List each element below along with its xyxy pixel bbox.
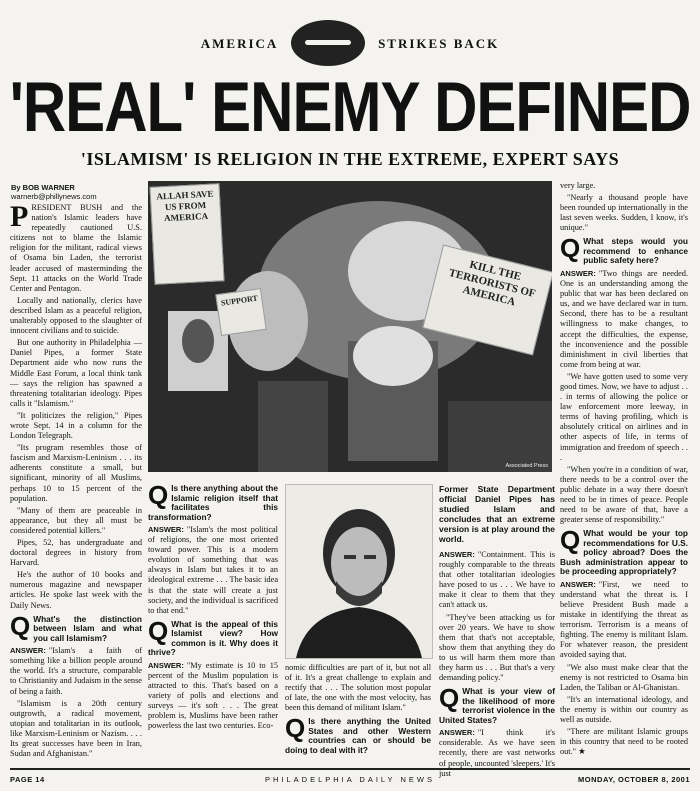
paragraph: "Its program resembles those of fascism and Marxism-Leninism . . . its adherents constitute a small, but significant, minority of all Muslims, perhaps 10 to 15 percent of the population.	[10, 443, 142, 503]
answer-text: "First, we need to understand what the threat is. I believe President Bush made a mistake in identifying the threat as terrorism. Terrorism is a means of fighting. The enemy is militant Islam. For whatever reason, the president avoided saying that.	[560, 579, 688, 660]
answer-text: "Islam's a faith of something like a billion people around the world. It's a structure, comparable to Christianity and Judaism in the sense of being a faith.	[10, 646, 142, 696]
article-column-3	[285, 663, 431, 758]
question: Q What steps would you recommend to enhance public safety here?	[560, 233, 688, 266]
page-footer	[10, 768, 690, 784]
paragraph: "It's an international ideology, and the enemy is within our country as well as outside.	[560, 694, 688, 725]
paragraph: "Islamism is a 20th century outgrowth, a radical movement, utopian and totalitarian in its outlook, like Marxism-Leninism or Nazism. . . . Its great successes have been in Iran, Sudan and Afghanistan."	[10, 698, 142, 759]
answer-label: ANSWER:	[148, 525, 184, 534]
lead-paragraph: RESIDENT BUSH and the nation's Islamic leaders have repeatedly cautioned U.S. citizens not to blame the Islamic religion for the militant, radical views of Osama bin Laden, the terrorist leader accused of masterminding the Sept. 11 attacks on the World Trade Center and Pentagon.	[10, 203, 142, 293]
question: Q What is the appeal of this Islamist view? How common is it. Why does it thrive?	[148, 615, 278, 658]
q-marker-icon: Q	[148, 480, 169, 510]
kicker-left: AMERICA	[200, 35, 278, 51]
page-number: PAGE 14	[10, 775, 45, 784]
portrait-image	[286, 485, 432, 658]
answer-label: ANSWER:	[439, 728, 475, 738]
byline	[11, 183, 97, 201]
answer-text: "I think it's considerable. As we have seen recently, there are vast networks of people, uncounted 'sleepers.' It's just	[439, 728, 555, 778]
question: Q What's the distinction between Islam and what you call Islamism?	[10, 610, 142, 643]
byline-email: warnerb@phillynews.com	[11, 192, 97, 201]
question: Q Is there anything about the Islamic religion itself that facilitates this transformation?	[148, 480, 278, 522]
paragraph: "When you're in a condition of war, there needs to be a control over the public debate in a way there doesn't need to be in times of peace. People need to be aware of that, have a greater sense of responsibility."	[560, 464, 688, 525]
protest-photo	[148, 181, 552, 472]
paragraph: "They've been attacking us for over 20 years. We have to show them that that's not acceptable, show them that anything they do to us will harm them more than they harm us . . . But that's a very demanding policy."	[439, 612, 555, 683]
question: Q What would be your top recommendations for U.S. policy abroad? Does the Bush administration appear to be proceeding appropriately?	[560, 525, 688, 577]
answer-label: ANSWER:	[560, 268, 596, 278]
subheadline: 'ISLAMISM' IS RELIGION IN THE EXTREME, EXPERT SAYS	[80, 149, 620, 169]
answer-text: "My estimate is 10 to 15 percent of the Muslim population is attracted to this. That's based on a variety of polls and elections and surveys — it's soft . . . The great problem is, Muslims have been rather powerless the last two centuries. Eco-	[148, 660, 278, 731]
photo-caption: Former State Department official Daniel Pipes has studied Islam and concludes that an extreme version is at play around the world.	[439, 484, 555, 544]
q-marker-icon: Q	[10, 610, 31, 641]
issue-date: MONDAY, OCTOBER 8, 2001	[578, 775, 690, 784]
paragraph: "Many of them are peaceable in appearance, but they all must be considered potential killers."	[10, 505, 142, 535]
article-column-1	[10, 200, 142, 761]
paragraph: "Nearly a thousand people have been rounded up internationally in the last seven weeks. Sudden, I know, it's unique."	[560, 193, 688, 233]
kicker-right: STRIKES BACK	[378, 35, 500, 51]
paragraph: Pipes, 52, has undergraduate and doctoral degrees in history from Harvard.	[10, 538, 142, 568]
question: Q Is there anything the United States and other Western countries can or should be doing to deal with it?	[285, 713, 431, 755]
answer-label: ANSWER:	[560, 579, 596, 589]
protest-sign: SUPPORT	[215, 288, 266, 336]
drop-cap: P	[10, 200, 29, 233]
paragraph: He's the author of 10 books and numerous magazine and newspaper articles. He spoke last week with the Daily News.	[10, 570, 142, 610]
paragraph: "There are militant Islamic groups in this country that need to be rooted out." ★	[560, 727, 688, 757]
protest-sign: ALLAH SAVE US FROM AMERICA	[149, 183, 224, 285]
answer-label: ANSWER:	[439, 550, 475, 559]
answer-text: "Containment. This is roughly comparable to the threats that other totalitarian ideologies have posed to us . . . We have to make it clear to them that they can't attack us.	[439, 550, 555, 610]
protest-sign: KILL THE TERRORISTS OF AMERICA	[422, 244, 552, 355]
question: Q What is your view of the likelihood of more terrorist violence in the United States?	[439, 683, 555, 725]
answer-label: ANSWER:	[148, 660, 184, 670]
photo-credit: Associated Press	[505, 463, 548, 469]
q-marker-icon: Q	[148, 615, 169, 646]
q-marker-icon: Q	[560, 233, 581, 264]
paragraph: nomic difficulties are part of it, but not all of it. It's a great challenge to explain and rectify that . . . The solution most popular of late, the one with the most velocity, has been this demand of militant Islam."	[285, 663, 431, 713]
answer-text: "Islam's the most political of religions, the one most oriented toward power. This is a modern evolution of something that was always in Islam but takes it to an ideological extreme . . . The basic idea is that the state will create a just society, and the individual is sacrificed to that end."	[148, 525, 278, 615]
answer-text: "Two things are needed. One is an understanding among the public that war has been declared on us, and we have declared war in turn. Second, there has to be a resultant willingness to make changes, to accept the difficulties, the expense, the inconvenience and the possible diminishment in civil liberties that come from being at war.	[560, 268, 688, 369]
article-column-5	[560, 181, 688, 759]
eagle-logo-icon	[291, 20, 365, 66]
q-marker-icon: Q	[285, 713, 306, 744]
q-marker-icon: Q	[560, 525, 581, 556]
paragraph: "We also must make clear that the enemy is not restricted to Osama bin Laden, the Taliban or Al-Ghanistan.	[560, 662, 688, 692]
paragraph: "We have gotten used to some very good times. Now, we have to adjust . . . in terms of allowing the police or law enforcement more leeway, in terms of having profiling, which is absolutely critical on airlines and in other aspects of life, in terms of immigration and freedom of speech . . .	[560, 371, 688, 462]
answer-label: ANSWER:	[10, 646, 46, 656]
q-marker-icon: Q	[439, 683, 460, 714]
article-column-4	[439, 484, 555, 781]
paragraph: very large.	[560, 181, 596, 190]
daniel-pipes-portrait	[285, 484, 433, 659]
byline-author: By BOB WARNER	[11, 183, 75, 192]
paragraph: "It politicizes the religion," Pipes wrote Sept. 14 in a column for the London Telegraph.	[10, 410, 142, 441]
newspaper-name: PHILADELPHIA DAILY NEWS	[264, 775, 435, 784]
article-column-2	[148, 480, 278, 734]
paragraph: Locally and nationally, clerics have described Islam as a peaceful religion, unalterably opposed to the slaughter of innocent civilians and to suicide.	[10, 295, 142, 336]
headline: 'REAL' ENEMY DEFINED	[9, 67, 691, 147]
section-kicker	[0, 22, 700, 68]
paragraph: But one authority in Philadelphia — Daniel Pipes, a former State Department aide who now runs the Middle East Forum, a local think tank — says the religion has spawned a threatening totalitarian ideology. Pipes calls it "Islamism."	[10, 338, 142, 408]
